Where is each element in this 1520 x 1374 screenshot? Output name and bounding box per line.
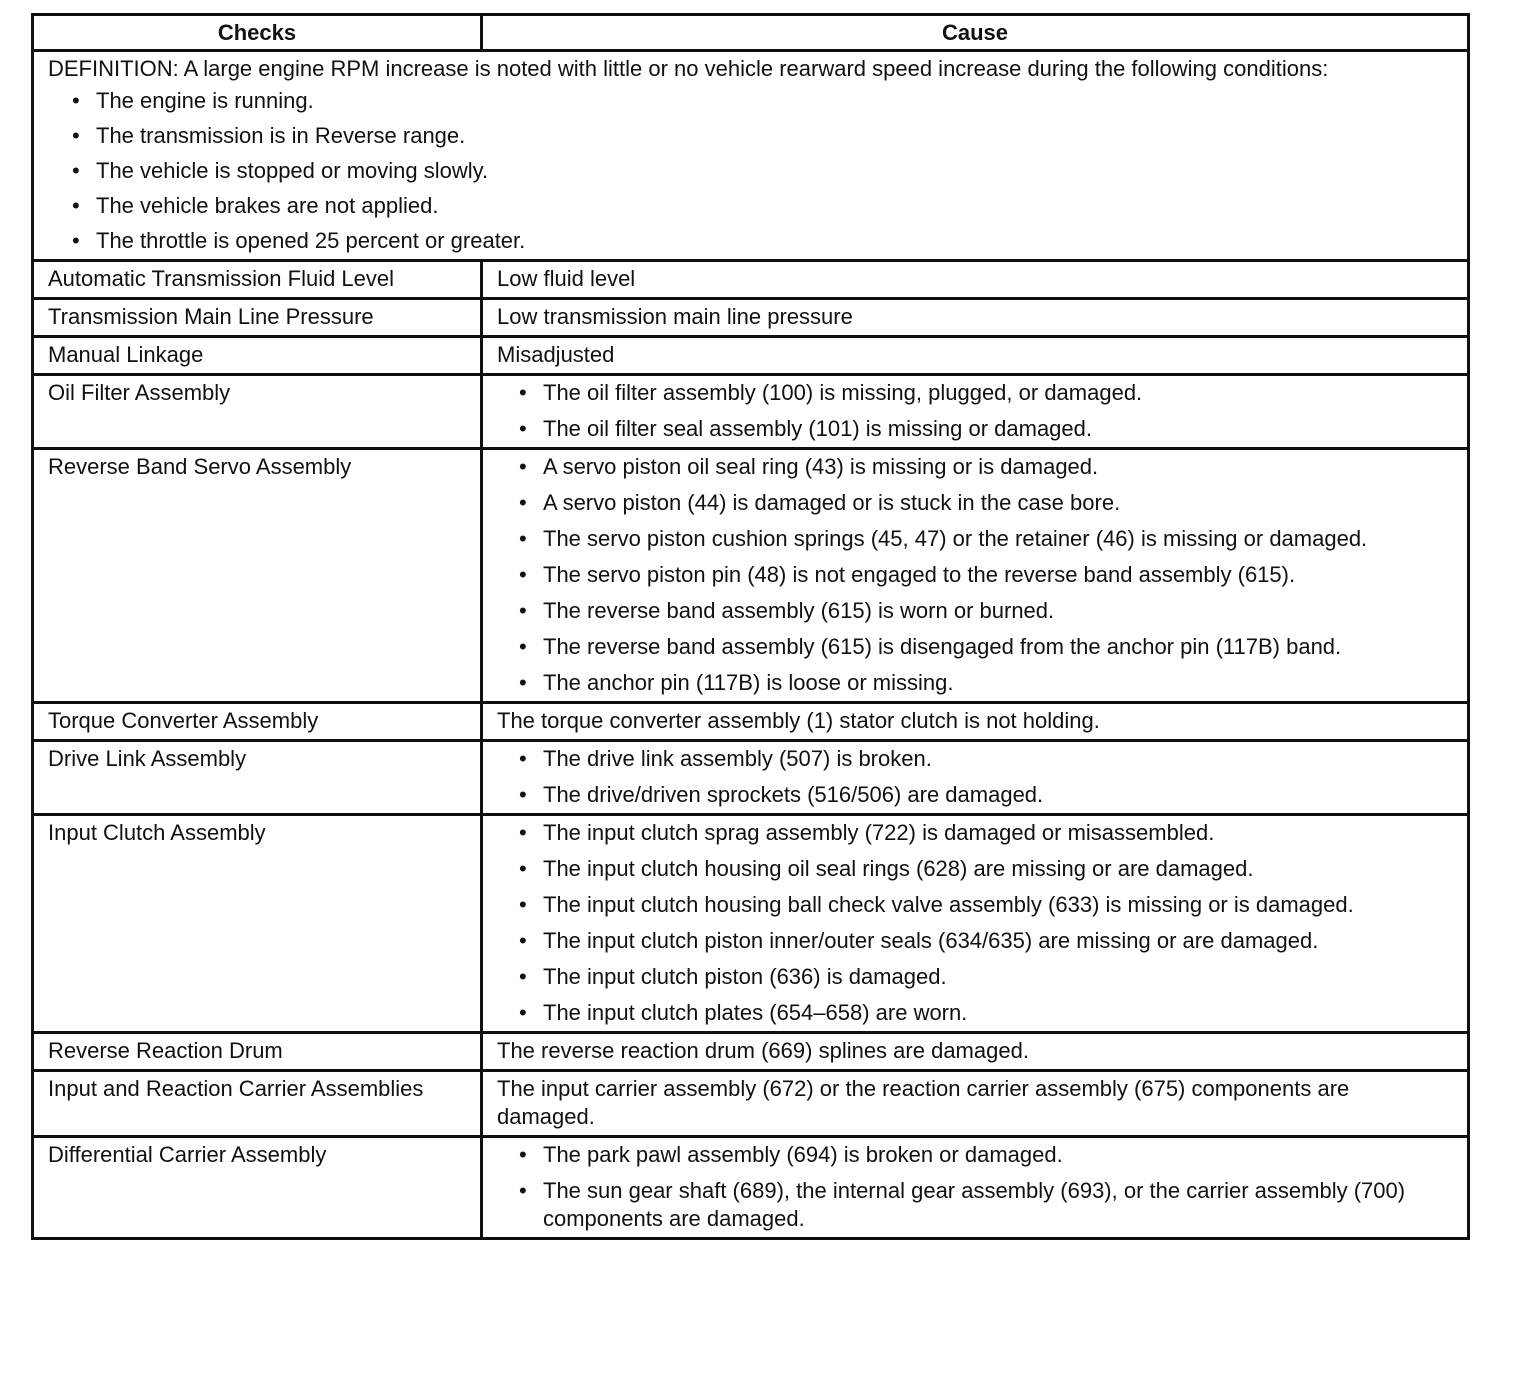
table-row <box>33 261 1469 299</box>
cause-text: The park pawl assembly (694) is broken or damaged. <box>543 1142 1063 1167</box>
condition-item <box>48 122 1453 150</box>
cause-item <box>497 891 1453 919</box>
cause-item <box>497 633 1453 661</box>
definition-row <box>33 51 1469 261</box>
table-row <box>33 741 1469 815</box>
bullet-icon: • <box>519 562 527 587</box>
condition-text: The throttle is opened 25 percent or greater. <box>96 228 526 253</box>
cause-text: The anchor pin (117B) is loose or missing. <box>543 670 954 695</box>
cause-item <box>497 561 1453 589</box>
cause-item <box>497 415 1453 443</box>
bullet-icon: • <box>72 193 80 218</box>
condition-text: The engine is running. <box>96 88 314 113</box>
cause-item <box>497 453 1453 481</box>
cause-text: The servo piston pin (48) is not engaged to the reverse band assembly (615). <box>543 562 1296 587</box>
cause-item <box>497 855 1453 883</box>
table-row <box>33 375 1469 449</box>
condition-text: The vehicle brakes are not applied. <box>96 193 439 218</box>
check-cell: Transmission Main Line Pressure <box>33 299 482 337</box>
cause-item <box>497 927 1453 955</box>
cause-text: The oil filter assembly (100) is missing, plugged, or damaged. <box>543 380 1143 405</box>
cause-cell <box>482 741 1469 815</box>
bullet-icon: • <box>519 964 527 989</box>
bullet-icon: • <box>519 892 527 917</box>
bullet-icon: • <box>72 88 80 113</box>
check-cell: Torque Converter Assembly <box>33 703 482 741</box>
bullet-icon: • <box>72 123 80 148</box>
table-row <box>33 449 1469 703</box>
cause-cell <box>482 449 1469 703</box>
condition-item <box>48 227 1453 255</box>
cause-text: The servo piston cushion springs (45, 47) or the retainer (46) is missing or damaged. <box>543 526 1368 551</box>
cause-item <box>497 999 1453 1027</box>
bullet-icon: • <box>519 490 527 515</box>
cause-text: The input clutch plates (654–658) are worn. <box>543 1000 968 1025</box>
cause-list <box>497 1141 1453 1233</box>
table-row <box>33 299 1469 337</box>
cause-cell: Low fluid level <box>482 261 1469 299</box>
cause-item <box>497 379 1453 407</box>
bullet-icon: • <box>519 416 527 441</box>
check-cell: Oil Filter Assembly <box>33 375 482 449</box>
cause-list <box>497 819 1453 1027</box>
check-cell: Input and Reaction Carrier Assemblies <box>33 1071 482 1137</box>
table-row <box>33 815 1469 1033</box>
check-cell: Automatic Transmission Fluid Level <box>33 261 482 299</box>
checks-column-header: Checks <box>33 15 482 51</box>
table-row <box>33 337 1469 375</box>
cause-item <box>497 745 1453 773</box>
bullet-icon: • <box>72 158 80 183</box>
cause-text: The reverse band assembly (615) is disengaged from the anchor pin (117B) band. <box>543 634 1342 659</box>
cause-text: The drive/driven sprockets (516/506) are damaged. <box>543 782 1044 807</box>
bullet-icon: • <box>519 782 527 807</box>
cause-list <box>497 453 1453 697</box>
cause-cell: The torque converter assembly (1) stator clutch is not holding. <box>482 703 1469 741</box>
bullet-icon: • <box>519 928 527 953</box>
cause-item <box>497 781 1453 809</box>
diagnostic-table <box>31 13 1470 1240</box>
condition-item <box>48 192 1453 220</box>
condition-list <box>48 87 1453 255</box>
check-cell: Drive Link Assembly <box>33 741 482 815</box>
bullet-icon: • <box>519 1000 527 1025</box>
check-cell: Differential Carrier Assembly <box>33 1137 482 1239</box>
table-row <box>33 1071 1469 1137</box>
condition-item <box>48 87 1453 115</box>
cause-column-header: Cause <box>482 15 1469 51</box>
cause-item <box>497 669 1453 697</box>
definition-cell <box>33 51 1469 261</box>
cause-text: The drive link assembly (507) is broken. <box>543 746 932 771</box>
bullet-icon: • <box>519 746 527 771</box>
cause-item <box>497 963 1453 991</box>
cause-cell: The reverse reaction drum (669) splines are damaged. <box>482 1033 1469 1071</box>
cause-text: The input clutch housing ball check valve assembly (633) is missing or is damaged. <box>543 892 1354 917</box>
bullet-icon: • <box>519 454 527 479</box>
cause-text: A servo piston (44) is damaged or is stuck in the case bore. <box>543 490 1121 515</box>
cause-item <box>497 1177 1453 1233</box>
cause-cell <box>482 815 1469 1033</box>
cause-item <box>497 1141 1453 1169</box>
check-cell: Input Clutch Assembly <box>33 815 482 1033</box>
table-row <box>33 703 1469 741</box>
cause-text: The sun gear shaft (689), the internal gear assembly (693), or the carrier assembly (700) components are damaged. <box>543 1178 1406 1231</box>
table-row <box>33 1137 1469 1239</box>
bullet-icon: • <box>519 526 527 551</box>
cause-text: The reverse band assembly (615) is worn or burned. <box>543 598 1055 623</box>
cause-cell: Misadjusted <box>482 337 1469 375</box>
cause-text: A servo piston oil seal ring (43) is missing or is damaged. <box>543 454 1099 479</box>
cause-item <box>497 597 1453 625</box>
check-cell: Reverse Band Servo Assembly <box>33 449 482 703</box>
bullet-icon: • <box>519 380 527 405</box>
cause-item <box>497 489 1453 517</box>
cause-list <box>497 745 1453 809</box>
bullet-icon: • <box>519 634 527 659</box>
bullet-icon: • <box>519 820 527 845</box>
condition-item <box>48 157 1453 185</box>
bullet-icon: • <box>519 856 527 881</box>
bullet-icon: • <box>519 670 527 695</box>
cause-text: The oil filter seal assembly (101) is missing or damaged. <box>543 416 1093 441</box>
check-cell: Reverse Reaction Drum <box>33 1033 482 1071</box>
table-row <box>33 1033 1469 1071</box>
cause-cell: The input carrier assembly (672) or the reaction carrier assembly (675) components are damaged. <box>482 1071 1469 1137</box>
cause-item <box>497 819 1453 847</box>
cause-cell <box>482 375 1469 449</box>
cause-text: The input clutch housing oil seal rings (628) are missing or are damaged. <box>543 856 1254 881</box>
header-row <box>33 15 1469 51</box>
cause-cell: Low transmission main line pressure <box>482 299 1469 337</box>
bullet-icon: • <box>72 228 80 253</box>
cause-list <box>497 379 1453 443</box>
cause-text: The input clutch piston inner/outer seals (634/635) are missing or are damaged. <box>543 928 1319 953</box>
bullet-icon: • <box>519 1142 527 1167</box>
cause-item <box>497 525 1453 553</box>
condition-text: The transmission is in Reverse range. <box>96 123 466 148</box>
cause-text: The input clutch sprag assembly (722) is damaged or misassembled. <box>543 820 1215 845</box>
check-cell: Manual Linkage <box>33 337 482 375</box>
bullet-icon: • <box>519 598 527 623</box>
cause-text: The input clutch piston (636) is damaged. <box>543 964 947 989</box>
bullet-icon: • <box>519 1178 527 1203</box>
definition-text: DEFINITION: A large engine RPM increase is noted with little or no vehicle rearward speed increase during the following conditions: <box>48 56 1329 81</box>
cause-cell <box>482 1137 1469 1239</box>
condition-text: The vehicle is stopped or moving slowly. <box>96 158 489 183</box>
